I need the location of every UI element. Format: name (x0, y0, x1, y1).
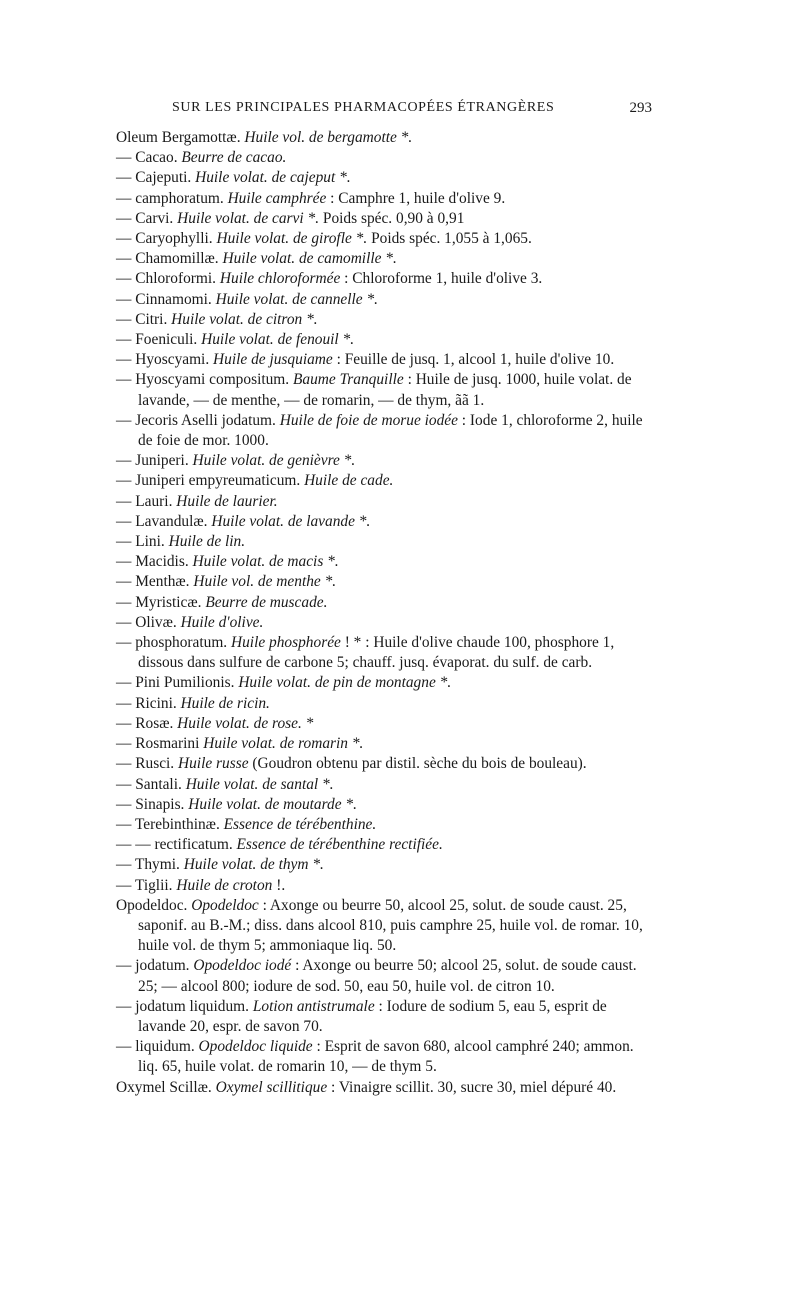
entry-french-name: Beurre de muscade. (205, 593, 328, 611)
entry (116, 572, 656, 592)
entry-latin-name: — Pini Pumilionis. (116, 674, 239, 692)
entry (116, 209, 656, 229)
entry-french-name: Baume Tranquille (292, 371, 404, 389)
entry (116, 189, 656, 209)
entry-french-name: Essence de térébenthine. (223, 815, 377, 833)
running-head: SUR LES PRINCIPALES PHARMACOPÉES ÉTRANGÈRES (172, 100, 555, 115)
entry (116, 310, 656, 330)
entry-formula: : Camphre 1, huile d'olive 9. (326, 189, 506, 207)
entry-latin-name: — Juniperi. (116, 452, 193, 470)
entry-formula: ! * : Huile d'olive chaude 100, phosphore 1, dissous dans sulfure de carbone 5; chauff. jusq. évaporat. du sulf. de carb. (138, 634, 615, 672)
entry-latin-name: — Myristicæ. (116, 593, 206, 611)
entry-french-name: Opodeldoc iodé (193, 957, 292, 975)
entry-french-name: Huile volat. de cannelle *. (215, 290, 379, 308)
entry-french-name: Huile volat. de cajeput *. (195, 169, 351, 187)
entry-french-name: Huile vol. de menthe *. (193, 573, 337, 591)
entry-formula: (Goudron obtenu par distil. sèche du bois de bouleau). (248, 755, 587, 773)
entry (116, 330, 656, 350)
entry (116, 290, 656, 310)
entry-latin-name: — Cinnamomi. (116, 290, 216, 308)
entry-french-name: Huile volat. de santal *. (185, 775, 334, 793)
entry (116, 835, 656, 855)
entry (116, 451, 656, 471)
entry-formula: : Esprit de savon 680, alcool camphré 240; ammon. liq. 65, huile volat. de romarin 10, — de thym 5. (138, 1038, 634, 1076)
entry (116, 249, 656, 269)
entry-formula: : Axonge ou beurre 50, alcool 25, solut. de soude caust. 25, saponif. au B.-M.; diss. dans alcool 810, puis camphre 25, huile vol. de romar. 10, huile vol. de thym 5; ammoniaque liq. 50. (138, 896, 643, 955)
entry (116, 694, 656, 714)
entry (116, 896, 656, 957)
entry-french-name: Opodeldoc liquide (198, 1038, 313, 1056)
entry (116, 673, 656, 693)
entry-french-name: Huile de laurier. (176, 492, 278, 510)
entry (116, 956, 656, 996)
entry-french-name: Oxymel scillitique (215, 1078, 328, 1096)
entry-latin-name: — Cacao. (116, 149, 182, 167)
entry (116, 593, 656, 613)
entry (116, 714, 656, 734)
entry (116, 613, 656, 633)
entry-latin-name: — phosphoratum. (116, 634, 231, 652)
entry (116, 411, 656, 451)
entry-french-name: Huile phosphorée (231, 634, 341, 652)
entry (116, 876, 656, 896)
entry-french-name: Huile volat. de citron *. (171, 310, 318, 328)
entry-latin-name: — Tiglii. (116, 876, 177, 894)
page-header (0, 100, 800, 124)
entry (116, 128, 656, 148)
entry (116, 552, 656, 572)
entry-latin-name: — Lauri. (116, 492, 177, 510)
entry-latin-name: — Lavandulæ. (116, 512, 212, 530)
entry-latin-name: — Hyoscyami compositum. (116, 371, 293, 389)
entry (116, 633, 656, 673)
entry-formula: : Axonge ou beurre 50; alcool 25, solut. de soude caust. 25; — alcool 800; iodure de sod. 50, eau 50, huile vol. de citron 10. (138, 957, 637, 995)
entry (116, 754, 656, 774)
entry-formula: : Chloroforme 1, huile d'olive 3. (340, 270, 543, 288)
entry (116, 1078, 656, 1098)
entry-latin-name: — jodatum. (116, 957, 194, 975)
entry (116, 471, 656, 491)
entry (116, 815, 656, 835)
entry (116, 269, 656, 289)
entry-latin-name: Opodeldoc. (116, 896, 192, 914)
entry-latin-name: — Foeniculi. (116, 331, 202, 349)
entry (116, 855, 656, 875)
entry (116, 1037, 656, 1077)
entry-french-name: Beurre de cacao. (181, 149, 287, 167)
entry-latin-name: — Terebinthinæ. (116, 815, 224, 833)
entry (116, 512, 656, 532)
entry-latin-name: — Carvi. (116, 209, 178, 227)
entry-latin-name: — Hyoscyami. (116, 351, 214, 369)
entry-latin-name: — Rosmarini (116, 735, 204, 753)
entry-latin-name: — Olivæ. (116, 613, 181, 631)
entry-french-name: Opodeldoc (191, 896, 259, 914)
entry-latin-name: Oxymel Scillæ. (116, 1078, 216, 1096)
entry-french-name: Huile volat. de camomille *. (222, 250, 397, 268)
entry-latin-name: — Citri. (116, 310, 172, 328)
entry-french-name: Huile de cade. (304, 472, 394, 490)
entry-french-name: Huile volat. de genièvre *. (192, 452, 356, 470)
entry-french-name: Huile de lin. (168, 533, 246, 551)
entry-latin-name: — Sinapis. (116, 795, 189, 813)
entry-formula: : Huile de jusq. 1000, huile volat. de lavande, — de menthe, — de romarin, — de thym, ãã 1. (138, 371, 632, 409)
entry-latin-name: — Lini. (116, 533, 169, 551)
entry-latin-name: — Santali. (116, 775, 186, 793)
entry-latin-name: — Chloroformi. (116, 270, 220, 288)
entry (116, 492, 656, 512)
entry-french-name: Huile vol. de bergamotte *. (244, 129, 413, 146)
entry-french-name: Huile volat. de fenouil *. (201, 331, 355, 349)
entry-formula: !. (272, 876, 286, 894)
entry (116, 997, 656, 1037)
entry-latin-name: — Jecoris Aselli jodatum. (116, 411, 280, 429)
entry-french-name: Huile camphrée (227, 189, 327, 207)
entry (116, 734, 656, 754)
entry-french-name: Huile russe (178, 755, 249, 773)
entry-french-name: Lotion antistrumale (252, 997, 375, 1015)
entry-french-name: Huile de foie de morue iodée (279, 411, 458, 429)
entry-french-name: Huile volat. de girofle *. (216, 230, 368, 248)
entry-latin-name: — liquidum. (116, 1038, 199, 1056)
entry-latin-name: — Juniperi empyreumaticum. (116, 472, 305, 490)
entry-french-name: Huile volat. de lavande *. (211, 512, 371, 530)
entry (116, 229, 656, 249)
entry-french-name: Huile d'olive. (180, 613, 264, 631)
entry (116, 795, 656, 815)
entry-french-name: Huile volat. de carvi *. (177, 209, 320, 227)
entry-latin-name: — Cajeputi. (116, 169, 196, 187)
entry-latin-name: — Macidis. (116, 553, 193, 571)
entry-formula: Poids spéc. 1,055 à 1,065. (367, 230, 532, 248)
entry (116, 370, 656, 410)
entry-formula: Poids spéc. 0,90 à 0,91 (319, 209, 465, 227)
entry-latin-name: — Ricini. (116, 694, 181, 712)
entry-french-name: Huile de ricin. (180, 694, 270, 712)
entry-latin-name: — Caryophylli. (116, 230, 217, 248)
entry-latin-name: Oleum Bergamottæ. (116, 129, 245, 146)
entry (116, 168, 656, 188)
entry-latin-name: — — rectificatum. (116, 836, 237, 854)
pharmacopoeia-entries (116, 128, 656, 1098)
page-number: 293 (629, 100, 652, 116)
entry-french-name: Huile volat. de thym *. (183, 856, 324, 874)
entry-french-name: Huile chloroformée (219, 270, 341, 288)
entry-latin-name: — Chamomillæ. (116, 250, 223, 268)
entry-formula: : Feuille de jusq. 1, alcool 1, huile d'olive 10. (332, 351, 615, 369)
entry-latin-name: — jodatum liquidum. (116, 997, 253, 1015)
entry-french-name: Huile volat. de pin de montagne *. (238, 674, 452, 692)
entry-latin-name: — Rusci. (116, 755, 178, 773)
entry-latin-name: — Menthæ. (116, 573, 194, 591)
entry-french-name: Huile volat. de rose. * (177, 714, 314, 732)
entry-french-name: Huile volat. de romarin *. (203, 735, 364, 753)
entry (116, 532, 656, 552)
entry-french-name: Huile de croton (176, 876, 273, 894)
entry-french-name: Huile volat. de macis *. (192, 553, 339, 571)
entry-latin-name: — Thymi. (116, 856, 184, 874)
entry-latin-name: — Rosæ. (116, 714, 178, 732)
entry-formula: : Vinaigre scillit. 30, sucre 30, miel dépuré 40. (327, 1078, 617, 1096)
entry (116, 350, 656, 370)
entry (116, 148, 656, 168)
entry-formula: : Iodure de sodium 5, eau 5, esprit de lavande 20, espr. de savon 70. (138, 997, 607, 1035)
entry-french-name: Huile volat. de moutarde *. (188, 795, 357, 813)
entry (116, 775, 656, 795)
entry-latin-name: — camphoratum. (116, 189, 228, 207)
entry-french-name: Essence de térébenthine rectifiée. (236, 836, 443, 854)
entry-formula: : Iode 1, chloroforme 2, huile de foie de mor. 1000. (138, 411, 643, 450)
entry-french-name: Huile de jusquiame (213, 351, 333, 369)
